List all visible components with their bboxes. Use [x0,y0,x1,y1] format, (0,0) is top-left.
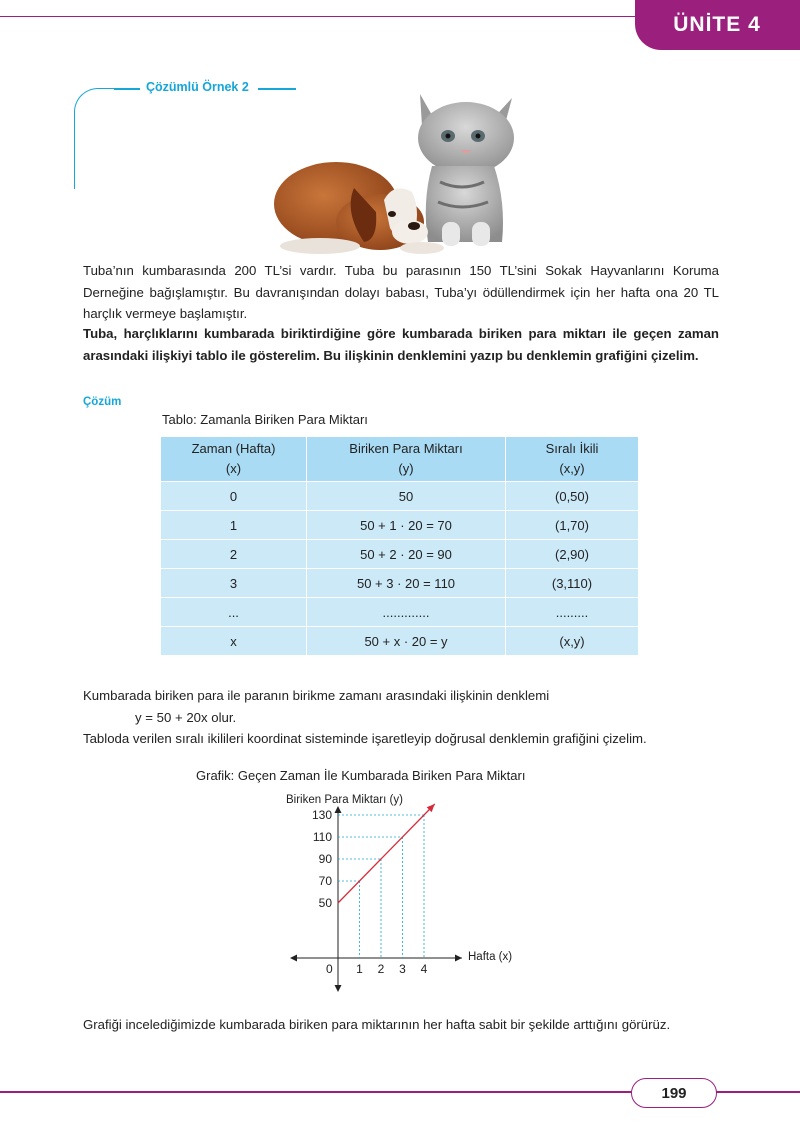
table-cell: (3,110) [506,569,639,598]
table-row [161,569,639,598]
conclusion-text: Grafiği incelediğimizde kumbarada biriken para miktarının her hafta sabit bir şekilde arttığını görürüz. [83,1017,671,1032]
kitten [418,94,514,246]
header-rule [0,16,640,17]
table-cell: 2 [161,540,307,569]
table-cell: 3 [161,569,307,598]
table-row [161,482,639,511]
y-tick-label: 90 [318,852,332,866]
problem-intro: Tuba’nın kumbarasında 200 TL’si vardır. Tuba bu parasının 150 TL’sini Sokak Hayvanlarını Koruma Derneğine bağışlamıştır. Bu davranışından dolayı babası, Tuba’yı ödüllendirmek için her hafta ona 20 TL harçlık vermeye başlamıştır. [83,263,719,321]
table-cell: 0 [161,482,307,511]
y-tick-label: 110 [312,830,332,844]
equation-text [83,685,647,750]
table-header [506,437,639,482]
table-cell: ......... [506,598,639,627]
table-cell: 50 + x · 20 = y [307,627,506,656]
line-graph [270,788,540,998]
unit-tab: ÜNİTE 4 [635,0,800,50]
equation-line-1: Kumbarada biriken para ile paranın birikme zamanı arasındaki ilişkinin denklemi [83,688,550,703]
table-header-row [161,437,639,482]
series-line [338,804,435,903]
y-tick-label: 50 [318,896,332,910]
page-number: 199 [631,1078,717,1108]
example-rule-right [258,88,296,90]
example-title: Çözümlü Örnek 2 [146,80,249,94]
graph-caption: Grafik: Geçen Zaman İle Kumbarada Biriken Para Miktarı [196,768,526,783]
y-axis-label: Biriken Para Miktarı (y) [286,794,403,806]
header-sub: (y) [398,461,414,476]
table-row [161,511,639,540]
header-sub: (x,y) [559,461,585,476]
table-cell: 1 [161,511,307,540]
x-tick-label: 2 [377,962,385,976]
problem-task: Tuba, harçlıklarını kumbarada biriktirdiğine göre kumbarada biriken para miktarı ile geçen zaman arasındaki ilişkiyi tablo ile gösterelim. Bu ilişkinin denklemini yazıp bu denklemin grafiğini çizelim. [83,326,719,363]
data-table [160,436,639,656]
table-cell: x [161,627,307,656]
table-cell: 50 [307,482,506,511]
x-tick-label: 1 [356,962,363,976]
equation-line-3: Tabloda verilen sıralı ikilileri koordinat sisteminde işaretleyip doğrusal denklemin grafiğini çizelim. [83,731,647,746]
table-cell: (x,y) [506,627,639,656]
table-cell: 50 + 1 · 20 = 70 [307,511,506,540]
x-tick-label: 3 [399,962,406,976]
header-title: Zaman (Hafta) [191,441,276,456]
y-tick-label: 130 [311,808,332,822]
y-tick-label: 70 [318,874,332,888]
y-axis-arrow-up [335,806,342,813]
table-cell: ... [161,598,307,627]
table-row [161,540,639,569]
origin-label: 0 [326,962,333,976]
table-cell: ............. [307,598,506,627]
x-axis-arrow-left [290,955,297,962]
y-axis-arrow-down [335,985,342,992]
table-header [161,437,307,482]
x-axis-arrow-right [455,955,462,962]
equation-line-2: y = 50 + 20x olur. [135,709,237,725]
table-cell: 50 + 2 · 20 = 90 [307,540,506,569]
table-cell: (2,90) [506,540,639,569]
x-tick-label: 4 [420,962,428,976]
puppy [274,162,444,254]
table-caption: Tablo: Zamanla Biriken Para Miktarı [162,412,368,427]
example-rule-left [114,88,140,90]
header-title: Biriken Para Miktarı [349,441,463,456]
x-axis-label: Hafta (x) [468,951,513,963]
table-cell: 50 + 3 · 20 = 110 [307,569,506,598]
table-cell: (1,70) [506,511,639,540]
example-bracket [74,88,115,189]
header-title: Sıralı İkili [545,441,599,456]
table-row [161,598,639,627]
solution-label: Çözüm [83,396,122,408]
table-header [307,437,506,482]
table-cell: (0,50) [506,482,639,511]
table-row [161,627,639,656]
header-sub: (x) [225,461,242,476]
puppy-kitten-image [272,92,522,254]
